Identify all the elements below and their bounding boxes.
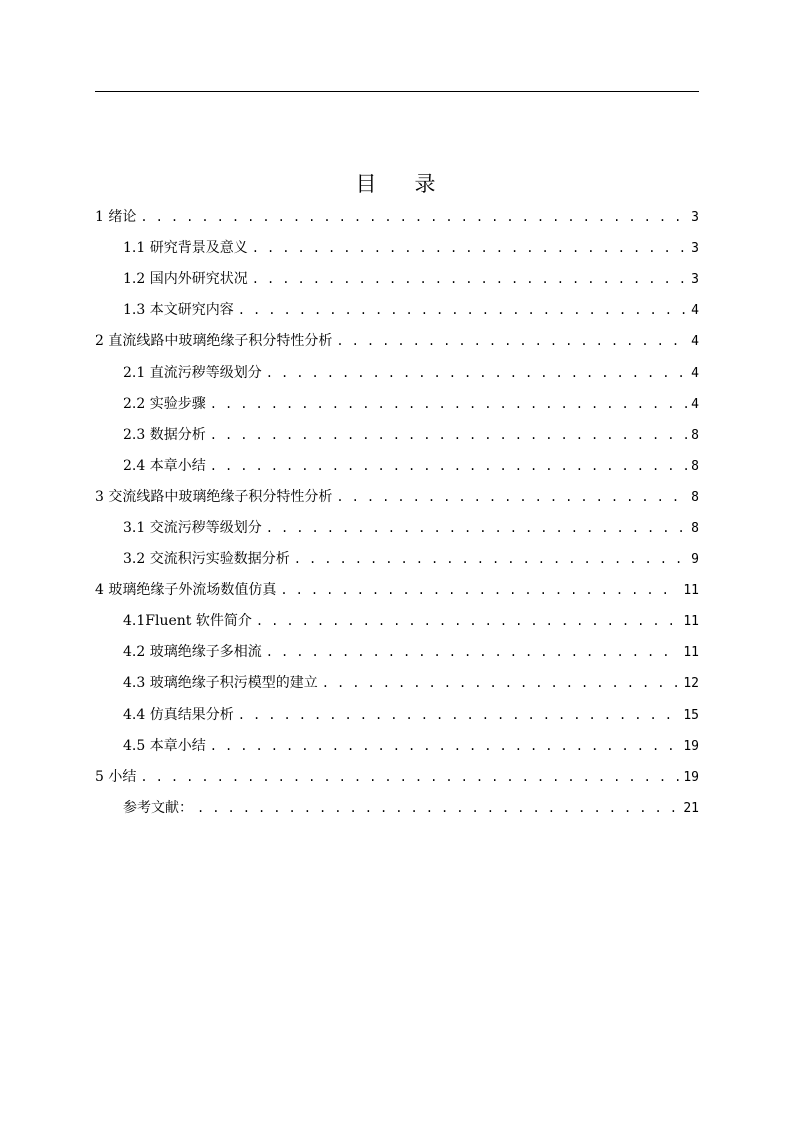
toc-page-number: 19	[683, 769, 699, 785]
toc-page-number: 4	[691, 334, 699, 350]
toc-entry-label: 4.2 玻璃绝缘子多相流	[123, 637, 266, 668]
toc-entry-label: 2.1 直流污秽等级划分	[123, 358, 266, 389]
toc-page-number: 4	[691, 303, 699, 319]
toc-page-number: 3	[691, 210, 699, 226]
toc-entry[interactable]	[95, 357, 699, 388]
toc-dot-leader	[238, 295, 687, 326]
title-char-1: 目	[355, 172, 379, 196]
toc-page-number: 9	[691, 552, 699, 568]
toc-page-number: 21	[683, 800, 699, 816]
toc-entry[interactable]	[95, 295, 699, 326]
toc-entry-label: 2.3 数据分析	[123, 420, 210, 451]
toc-page-number: 11	[683, 614, 699, 630]
toc-entry-label: 2 直流线路中玻璃绝缘子积分特性分析	[95, 326, 336, 357]
toc-dot-leader	[238, 700, 680, 731]
toc-dot-leader	[210, 451, 687, 482]
toc-entry[interactable]	[95, 482, 699, 513]
toc-dot-leader	[210, 420, 687, 451]
toc-entry-label: 1.3 本文研究内容	[123, 295, 238, 326]
toc-entry-label: 4.4 仿真结果分析	[123, 700, 238, 731]
toc-entry[interactable]	[95, 451, 699, 482]
toc-entry-label: 参考文献：	[123, 793, 197, 824]
toc-entry-label: 5 小结	[95, 762, 140, 793]
table-of-contents	[95, 202, 699, 824]
toc-dot-leader	[294, 544, 687, 575]
toc-page-number: 4	[691, 365, 699, 381]
toc-entry-label: 3.1 交流污秽等级划分	[123, 513, 266, 544]
toc-entry-label: 1.2 国内外研究状况	[123, 264, 252, 295]
toc-entry-label: 2.2 实验步骤	[123, 389, 210, 420]
toc-page-number: 8	[691, 458, 699, 474]
toc-page-number: 19	[683, 738, 699, 754]
page-title	[0, 168, 793, 198]
toc-page-number: 8	[691, 520, 699, 536]
header-rule	[95, 91, 699, 92]
toc-page-number: 12	[683, 676, 699, 692]
toc-dot-leader	[140, 202, 687, 233]
toc-dot-leader	[210, 389, 687, 420]
toc-entry[interactable]	[95, 202, 699, 233]
toc-page-number: 3	[691, 241, 699, 257]
toc-entry[interactable]	[95, 326, 699, 357]
toc-dot-leader	[266, 513, 687, 544]
toc-entry[interactable]	[95, 233, 699, 264]
toc-dot-leader	[256, 606, 679, 637]
toc-dot-leader	[322, 668, 680, 699]
toc-entry-label: 4.1Fluent 软件简介	[123, 606, 256, 637]
toc-entry-label: 3.2 交流积污实验数据分析	[123, 544, 294, 575]
toc-entry[interactable]	[95, 513, 699, 544]
toc-dot-leader	[140, 762, 679, 793]
toc-entry-label: 1.1 研究背景及意义	[123, 233, 252, 264]
toc-dot-leader	[336, 482, 687, 513]
toc-entry[interactable]	[95, 575, 699, 606]
toc-dot-leader	[197, 793, 679, 824]
toc-dot-leader	[252, 233, 687, 264]
toc-dot-leader	[336, 326, 687, 357]
toc-entry-label: 4 玻璃绝缘子外流场数值仿真	[95, 575, 280, 606]
toc-dot-leader	[266, 637, 680, 668]
title-char-2: 录	[414, 172, 438, 196]
toc-entry[interactable]	[95, 731, 699, 762]
toc-entry-label: 2.4 本章小结	[123, 451, 210, 482]
toc-page-number: 11	[683, 583, 699, 599]
toc-entry[interactable]	[95, 668, 699, 699]
toc-entry-label: 4.5 本章小结	[123, 731, 210, 762]
toc-page-number: 8	[691, 427, 699, 443]
toc-entry[interactable]	[95, 700, 699, 731]
toc-dot-leader	[266, 358, 687, 389]
toc-entry[interactable]	[95, 389, 699, 420]
toc-entry-label: 1 绪论	[95, 202, 140, 233]
toc-dot-leader	[280, 575, 679, 606]
toc-page-number: 4	[691, 396, 699, 412]
toc-entry[interactable]	[95, 420, 699, 451]
toc-entry-label: 4.3 玻璃绝缘子积污模型的建立	[123, 668, 322, 699]
toc-page-number: 3	[691, 272, 699, 288]
toc-page-number: 8	[691, 489, 699, 505]
toc-page-number: 15	[683, 707, 699, 723]
toc-entry[interactable]	[95, 544, 699, 575]
toc-entry[interactable]	[95, 637, 699, 668]
toc-page-number: 11	[683, 645, 699, 661]
toc-dot-leader	[252, 264, 687, 295]
toc-entry[interactable]	[95, 762, 699, 793]
toc-entry[interactable]	[95, 264, 699, 295]
toc-entry-label: 3 交流线路中玻璃绝缘子积分特性分析	[95, 482, 336, 513]
toc-entry[interactable]	[95, 793, 699, 824]
toc-entry[interactable]	[95, 606, 699, 637]
toc-dot-leader	[210, 731, 680, 762]
